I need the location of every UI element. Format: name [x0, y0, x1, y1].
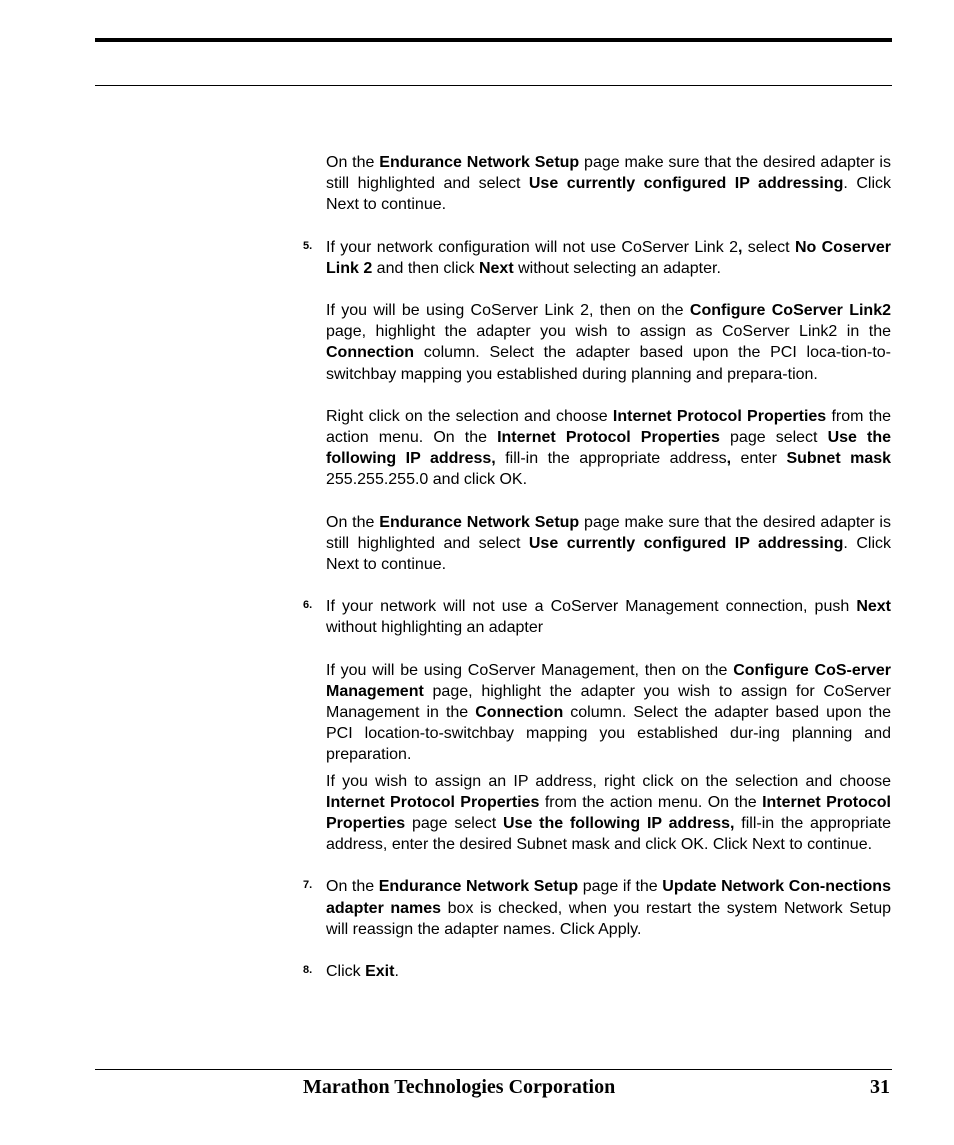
bold-text: Next — [856, 598, 891, 616]
text: page make sure that the desired adapter is still highlighted and select — [326, 154, 891, 193]
text: from the action menu. On the — [539, 793, 763, 811]
text: enter — [731, 450, 787, 468]
paragraph — [326, 237, 891, 279]
text: from the action menu. On the — [326, 407, 892, 447]
bold-text: , — [737, 238, 743, 256]
paragraph — [326, 406, 891, 491]
text: 255.255.255.0 and click OK. — [326, 471, 528, 489]
paragraph — [326, 152, 891, 216]
text: page select — [405, 815, 503, 833]
bold-text: No Coserver Link 2 — [326, 238, 891, 277]
list-item-8 — [303, 961, 891, 982]
bold-text: , — [726, 450, 732, 468]
text: page select — [719, 429, 828, 447]
footer-rule — [95, 1069, 892, 1070]
paragraph — [326, 512, 891, 576]
text: If you will be using CoServer Management, then on the — [326, 661, 734, 679]
text: column. Select the adapter based upon the PCI loca-tion-to-switchbay mapping you established during planning and prepara-tion. — [326, 344, 891, 383]
paragraph — [326, 876, 891, 940]
text: box is checked, when you restart the system Network Setup will reassign the adapter names. Click Apply. — [326, 899, 892, 938]
text: page make sure that the desired adapter is still highlighted and select — [326, 513, 891, 552]
text: . Click Next to continue. — [326, 175, 891, 214]
bold-text: Configure CoS-erver Management — [326, 661, 892, 700]
footer-company: Marathon Technologies Corporation — [303, 1076, 616, 1098]
text: page, highlight the adapter you wish to assign as CoServer Link2 in the — [326, 323, 891, 341]
bold-text: Exit — [365, 963, 395, 981]
paragraph — [326, 596, 891, 638]
bold-text: Subnet mask — [786, 450, 892, 468]
list-number: 6. — [303, 599, 313, 612]
header-rule-thick — [95, 38, 892, 42]
text: If you will be using CoServer Link 2, then on the — [326, 302, 690, 320]
text: page, highlight the adapter you wish to assign for CoServer Management in the — [326, 682, 891, 722]
list-item-6 — [303, 596, 891, 638]
text: If your network configuration will not use CoServer Link 2 — [326, 238, 738, 256]
page-body — [303, 152, 891, 1003]
paragraph — [326, 300, 891, 385]
text: without highlighting an adapter — [326, 619, 544, 637]
text: On the — [326, 878, 379, 896]
bold-text: Endurance Network Setup — [379, 513, 580, 531]
text: without selecting an adapter. — [513, 259, 721, 277]
page-number: 31 — [870, 1076, 890, 1098]
bold-text: Use currently configured IP addressing — [528, 534, 844, 552]
bold-text: Next — [478, 259, 514, 277]
bold-text: Internet Protocol Properties — [326, 793, 891, 833]
text: page if the — [578, 878, 663, 896]
bold-text: Connection — [326, 344, 414, 362]
text: If you wish to assign an IP address, right click on the selection and choose — [326, 772, 891, 790]
text: On the — [326, 513, 380, 531]
list-number: 8. — [303, 964, 313, 977]
bold-text: Endurance Network Setup — [379, 154, 580, 171]
bold-text: Configure CoServer Link2 — [689, 302, 892, 320]
text: If your network will not use a CoServer Management connection, push — [326, 598, 857, 616]
text: . Click Next to continue. — [326, 534, 891, 574]
list-item-5 — [303, 237, 891, 279]
list-item-7 — [303, 876, 891, 940]
header-rule-thin — [95, 85, 892, 86]
bold-text: Internet Protocol Properties — [612, 407, 827, 425]
text: Right click on the selection and choose — [326, 407, 613, 425]
bold-text: Use the following IP address, — [326, 429, 892, 468]
text: column. Select the adapter based upon the PCI location-to-switchbay mapping you established dur-ing planning and preparation. — [326, 704, 892, 764]
bold-text: Connection — [475, 704, 564, 722]
text: On the — [326, 154, 380, 171]
bold-text: Internet Protocol Properties — [497, 429, 720, 447]
text: Click — [326, 963, 366, 981]
list-number: 5. — [303, 239, 313, 252]
bold-text: Update Network Con-nections adapter names — [326, 878, 891, 917]
text: and then click — [372, 259, 479, 277]
bold-text: Use currently configured IP addressing — [528, 175, 844, 193]
paragraph — [326, 961, 891, 982]
text: select — [742, 238, 795, 256]
list-number: 7. — [303, 879, 313, 892]
text: . — [394, 963, 399, 981]
paragraph — [326, 660, 891, 766]
bold-text: Internet Protocol Properties — [326, 793, 540, 811]
text: fill-in the appropriate address, enter the desired Subnet mask and click OK. Click Next to continue. — [326, 815, 891, 854]
bold-text: Endurance Network Setup — [378, 878, 579, 896]
text: fill-in the appropriate address — [495, 450, 727, 468]
paragraph — [326, 771, 891, 856]
bold-text: Use the following IP address, — [502, 815, 735, 833]
